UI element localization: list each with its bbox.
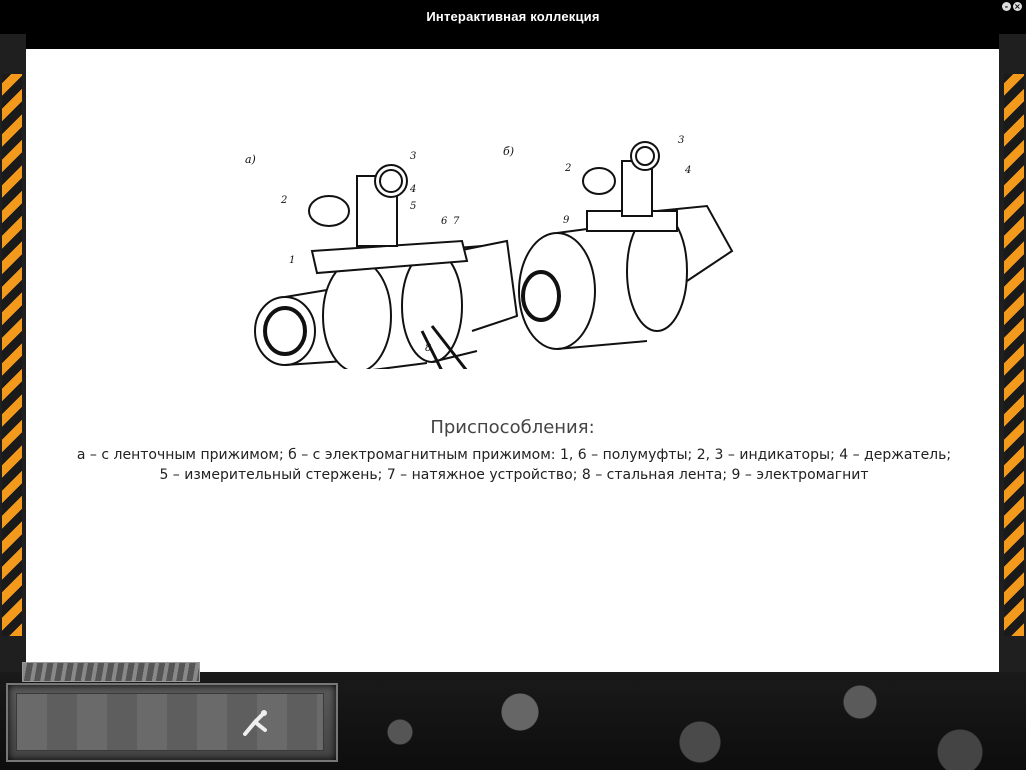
callout-a-8: 8 <box>425 343 432 354</box>
right-hazard-stripe <box>1004 74 1024 636</box>
tool-panel-inner <box>16 693 324 751</box>
callout-a-6: 6 <box>441 216 448 227</box>
callout-b-9: 9 <box>563 215 570 226</box>
callout-a-2: 2 <box>281 195 288 206</box>
close-button[interactable]: × <box>1014 2 1021 11</box>
caption-title: Приспособления: <box>430 417 595 438</box>
status-slot-bar <box>22 662 200 682</box>
content-area <box>26 49 999 672</box>
callout-b-2: 2 <box>565 163 572 174</box>
panel-a-label: а) <box>245 153 256 166</box>
panel-b-label: б) <box>503 145 515 158</box>
tool-panel <box>6 683 338 762</box>
caption-text: а – с ленточным прижимом; б – с электромагнитным прижимом: 1, 6 – полумуфты; 2, 3 – индикаторы; 4 – держатель; 5 – измерительный стержень; 7 – натяжное устройство; 8 – стальная лента; 9 – электромагнит <box>76 447 952 483</box>
callout-a-5: 5 <box>410 201 417 212</box>
title-bar <box>0 0 1026 34</box>
technical-illustration <box>227 101 767 369</box>
callout-b-3: 3 <box>678 135 685 146</box>
callout-a-7: 7 <box>453 216 460 227</box>
callout-b-4: 4 <box>685 165 692 176</box>
minimize-button[interactable]: - <box>1002 2 1011 11</box>
callout-a-4: 4 <box>410 184 417 195</box>
magnifier-tool-icon[interactable] <box>235 704 275 742</box>
window-controls <box>1002 2 1022 11</box>
window-title: Интерактивная коллекция <box>426 9 600 24</box>
left-hazard-stripe <box>2 74 22 636</box>
callout-a-3: 3 <box>410 151 417 162</box>
callout-a-1: 1 <box>289 255 296 266</box>
